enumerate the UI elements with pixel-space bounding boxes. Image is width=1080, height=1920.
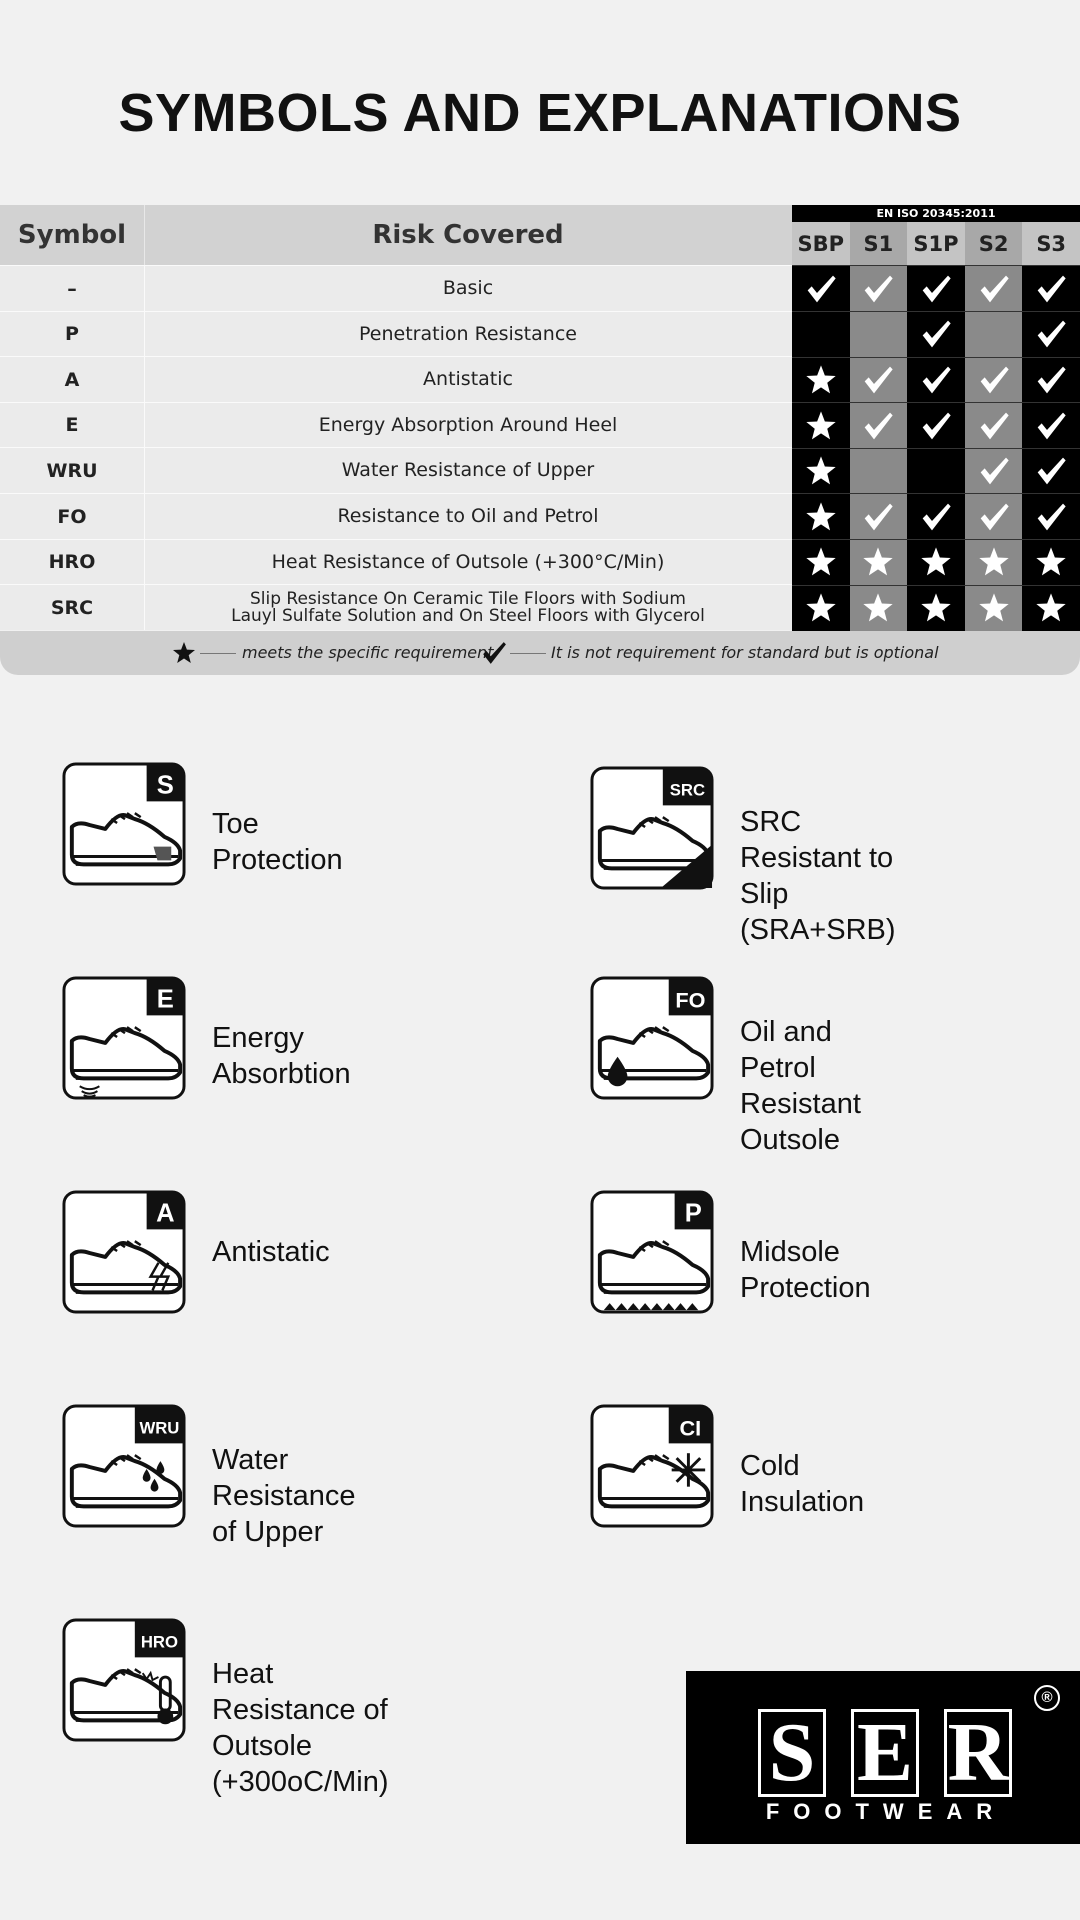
mark-cell: [907, 493, 965, 539]
mark-cell: [792, 402, 850, 448]
mark-cell: [965, 539, 1023, 585]
feature-badge: A: [156, 1199, 175, 1228]
mark-cell: [1022, 539, 1080, 585]
table-legend: [0, 631, 1080, 675]
mark-cell: [907, 585, 965, 631]
symbol-cell: P: [0, 312, 145, 357]
mark-cell: [907, 448, 965, 494]
mark-cell: [1022, 448, 1080, 494]
mark-cell: [1022, 357, 1080, 403]
mark-cell: [965, 265, 1023, 311]
energy-absorption-icon: [62, 976, 186, 1100]
star-icon: [920, 546, 952, 578]
standard-column-header: S3: [1022, 222, 1080, 265]
check-icon: [1035, 410, 1067, 442]
feature-label: Water Resistance of Upper: [212, 1444, 356, 1548]
risk-cell: Penetration Resistance: [359, 322, 577, 345]
check-icon: [862, 364, 894, 396]
feature-badge: CI: [679, 1415, 702, 1441]
symbol-cell: A: [0, 357, 145, 402]
logo-letter: S: [758, 1709, 826, 1797]
mark-cell: [1022, 493, 1080, 539]
mark-cell: [792, 311, 850, 357]
slip-resistant-icon: [590, 766, 714, 890]
mark-cell: [850, 493, 908, 539]
standard-column-header: S1P: [907, 222, 965, 265]
table-row: [0, 265, 792, 311]
mark-cell: [792, 448, 850, 494]
star-icon: [978, 592, 1010, 624]
check-icon: [920, 364, 952, 396]
symbol-cell: SRC: [0, 585, 145, 630]
mark-cell: [792, 585, 850, 631]
standard-column-header: S2: [965, 222, 1023, 265]
table-row: [0, 356, 792, 402]
antistatic-icon: [62, 1190, 186, 1314]
mark-cell: [1022, 402, 1080, 448]
risk-cell: Slip Resistance On Ceramic Tile Floors with Sodium Lauyl Sulfate Solution and On Steel Floors with Glycerol: [231, 588, 705, 626]
mark-cell: [1022, 311, 1080, 357]
registered-mark: ®: [1034, 1685, 1060, 1711]
feature-badge: E: [156, 985, 174, 1014]
symbol-cell: E: [0, 403, 145, 448]
symbol-column-header: Symbol: [0, 205, 145, 265]
legend-check-text: It is not requirement for standard but is optional: [551, 643, 939, 662]
logo-letter: E: [851, 1709, 919, 1797]
feature-label: Antistatic: [212, 1236, 330, 1268]
symbol-cell: HRO: [0, 540, 145, 585]
mark-cell: [907, 402, 965, 448]
mark-cell: [907, 539, 965, 585]
check-icon: [805, 273, 837, 305]
check-icon: [978, 410, 1010, 442]
mark-cell: [965, 448, 1023, 494]
feature-badge: HRO: [140, 1632, 179, 1652]
risk-cell: Water Resistance of Upper: [341, 459, 595, 482]
mark-cell: [1022, 585, 1080, 631]
table-header: [0, 205, 792, 265]
water-resistance-icon: [62, 1404, 186, 1528]
mark-cell: [965, 402, 1023, 448]
check-icon: [978, 364, 1010, 396]
star-icon: [172, 641, 196, 665]
table-row: [0, 402, 792, 448]
mark-cell: [850, 539, 908, 585]
star-icon: [805, 455, 837, 487]
symbol-cell: WRU: [0, 448, 145, 493]
toe-protection-icon: [62, 762, 186, 886]
check-icon: [978, 273, 1010, 305]
mark-cell: [965, 493, 1023, 539]
check-icon: [920, 318, 952, 350]
mark-cell: [965, 311, 1023, 357]
mark-cell: [792, 357, 850, 403]
risk-column-header: Risk Covered: [372, 220, 564, 250]
heat-resistance-icon: [62, 1618, 186, 1742]
standard-column-header: S1: [850, 222, 908, 265]
star-icon: [805, 410, 837, 442]
mark-cell: [792, 265, 850, 311]
mark-cell: [1022, 265, 1080, 311]
mark-cell: [907, 311, 965, 357]
risk-cell: Resistance to Oil and Petrol: [337, 505, 599, 527]
star-icon: [805, 364, 837, 396]
star-icon: [805, 501, 837, 533]
star-icon: [1035, 546, 1067, 578]
table-row: [0, 311, 792, 357]
symbol-cell: FO: [0, 494, 145, 539]
risk-cell: Basic: [442, 277, 494, 299]
risk-cell: Energy Absorption Around Heel: [318, 413, 618, 436]
check-icon: [920, 501, 952, 533]
mark-cell: [850, 585, 908, 631]
legend-star-text: meets the specific requirement: [242, 643, 494, 662]
table-row: [0, 447, 792, 493]
mark-cell: [792, 493, 850, 539]
legend-divider: [510, 653, 546, 654]
risk-cell: Antistatic: [423, 368, 513, 391]
check-icon: [978, 455, 1010, 487]
feature-badge: SRC: [669, 780, 706, 800]
mark-cell: [850, 357, 908, 403]
legend-divider: [200, 653, 236, 654]
mark-cell: [907, 357, 965, 403]
oil-resistant-icon: [590, 976, 714, 1100]
feature-label: Cold Insulation: [740, 1450, 865, 1518]
feature-label: SRC Resistant to Slip (SRA+SRB): [740, 806, 896, 946]
standard-label: EN ISO 20345:2011: [792, 205, 1080, 222]
star-icon: [805, 592, 837, 624]
table-row: [0, 539, 792, 585]
feature-label: Oil and Petrol Resistant Outsole: [740, 1016, 861, 1156]
mark-cell: [792, 539, 850, 585]
check-icon: [862, 501, 894, 533]
feature-badge: P: [684, 1199, 702, 1228]
logo-letter: R: [944, 1709, 1012, 1797]
check-icon: [1035, 318, 1067, 350]
table-row: [0, 584, 792, 630]
feature-label: Energy Absorbtion: [212, 1022, 351, 1090]
cold-insulation-icon: [590, 1404, 714, 1528]
feature-label: Heat Resistance of Outsole (+300oC/Min): [212, 1658, 389, 1798]
star-icon: [920, 592, 952, 624]
check-icon: [1035, 273, 1067, 305]
check-icon: [920, 410, 952, 442]
feature-badge: FO: [675, 987, 706, 1013]
mark-cell: [850, 311, 908, 357]
feature-label: Midsole Protection: [740, 1236, 871, 1304]
page-title: SYMBOLS AND EXPLANATIONS: [118, 83, 962, 143]
mark-cell: [850, 402, 908, 448]
star-icon: [862, 592, 894, 624]
check-icon: [1035, 501, 1067, 533]
mark-cell: [965, 357, 1023, 403]
feature-label: Toe Protection: [212, 808, 343, 876]
feature-badge: S: [156, 771, 174, 800]
check-icon: [862, 410, 894, 442]
star-icon: [978, 546, 1010, 578]
midsole-protection-icon: [590, 1190, 714, 1314]
star-icon: [862, 546, 894, 578]
check-icon: [920, 273, 952, 305]
check-icon: [862, 273, 894, 305]
star-icon: [1035, 592, 1067, 624]
check-icon: [481, 640, 507, 666]
mark-cell: [850, 265, 908, 311]
mark-cell: [965, 585, 1023, 631]
brand-logo: [686, 1671, 1080, 1844]
table-row: [0, 493, 792, 539]
mark-cell: [907, 265, 965, 311]
check-icon: [1035, 364, 1067, 396]
star-icon: [805, 546, 837, 578]
mark-cell: [850, 448, 908, 494]
check-icon: [1035, 455, 1067, 487]
logo-subtitle: FOOTWEAR: [765, 1799, 1007, 1824]
risk-cell: Heat Resistance of Outsole (+300°C/Min): [271, 550, 665, 573]
feature-badge: WRU: [139, 1418, 180, 1438]
standard-column-header: SBP: [792, 222, 850, 265]
symbol-cell: –: [0, 266, 145, 311]
check-icon: [978, 501, 1010, 533]
